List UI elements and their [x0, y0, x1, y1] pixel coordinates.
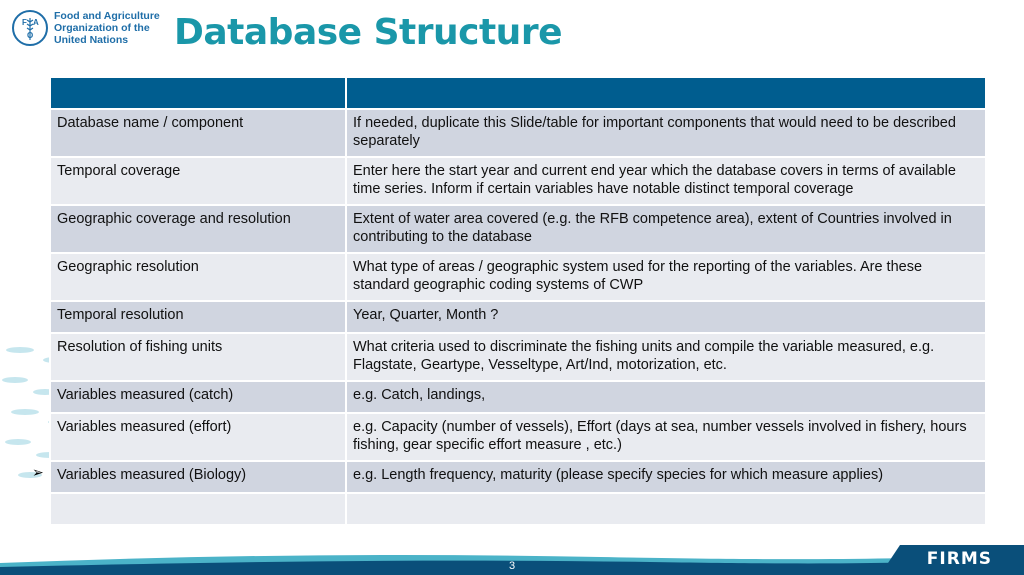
row-value: Extent of water area covered (e.g. the RFB competence area), extent of Countries involved in contributing to the database: [346, 205, 986, 253]
row-value: e.g. Length frequency, maturity (please specify species for which measure applies): [346, 461, 986, 493]
bullet-arrow-icon: ➢: [32, 464, 44, 480]
table-row: [50, 413, 986, 461]
table-header-row: [50, 77, 986, 109]
row-value: What type of areas / geographic system used for the reporting of the variables. Are these standard geographic coding systems of CWP: [346, 253, 986, 301]
header-cell: [346, 77, 986, 109]
fao-logo-text: [54, 10, 160, 46]
svg-text:O: O: [27, 31, 34, 40]
firms-brand: FIRMS: [926, 549, 992, 569]
row-label: Database name / component: [50, 109, 346, 157]
header-cell: [50, 77, 346, 109]
table-row: [50, 205, 986, 253]
logo-line: United Nations: [54, 34, 129, 46]
table-row: [50, 157, 986, 205]
svg-text:A: A: [33, 18, 39, 27]
row-value: What criteria used to discriminate the fishing units and compile the variable measured, e.g. Flagstate, Geartype, Vesseltype, Art/Ind, motorization, etc.: [346, 333, 986, 381]
svg-text:F: F: [22, 18, 27, 27]
row-label: Geographic coverage and resolution: [50, 205, 346, 253]
row-label: Resolution of fishing units: [50, 333, 346, 381]
row-value: Year, Quarter, Month ?: [346, 301, 986, 333]
database-structure-table: [49, 76, 987, 526]
fao-emblem-icon: [12, 10, 48, 46]
row-value: e.g. Capacity (number of vessels), Effort (days at sea, number vessels involved in fishery, hours fishing, gear specific effort measure , etc.): [346, 413, 986, 461]
row-label: Temporal coverage: [50, 157, 346, 205]
table-row: [50, 333, 986, 381]
table-row: [50, 493, 986, 525]
row-label: Temporal resolution: [50, 301, 346, 333]
table-row: [50, 253, 986, 301]
fao-logo: [12, 10, 160, 46]
page-number: 3: [508, 560, 516, 572]
logo-line: Food and Agriculture: [54, 10, 160, 22]
table-row: [50, 461, 986, 493]
row-value: If needed, duplicate this Slide/table for important components that would need to be described separately: [346, 109, 986, 157]
row-value: [346, 493, 986, 525]
row-label: Variables measured (Biology): [50, 461, 346, 493]
row-label: Variables measured (catch): [50, 381, 346, 413]
row-label: Variables measured (effort): [50, 413, 346, 461]
row-value: Enter here the start year and current end year which the database covers in terms of available time series. Inform if certain variables have notable distinct temporal coverage: [346, 157, 986, 205]
row-value: e.g. Catch, landings,: [346, 381, 986, 413]
table-row: [50, 301, 986, 333]
table-row: [50, 381, 986, 413]
table-row: [50, 109, 986, 157]
slide-title: Database Structure: [174, 12, 562, 53]
row-label: Geographic resolution: [50, 253, 346, 301]
logo-line: Organization of the: [54, 22, 150, 34]
row-label: [50, 493, 346, 525]
